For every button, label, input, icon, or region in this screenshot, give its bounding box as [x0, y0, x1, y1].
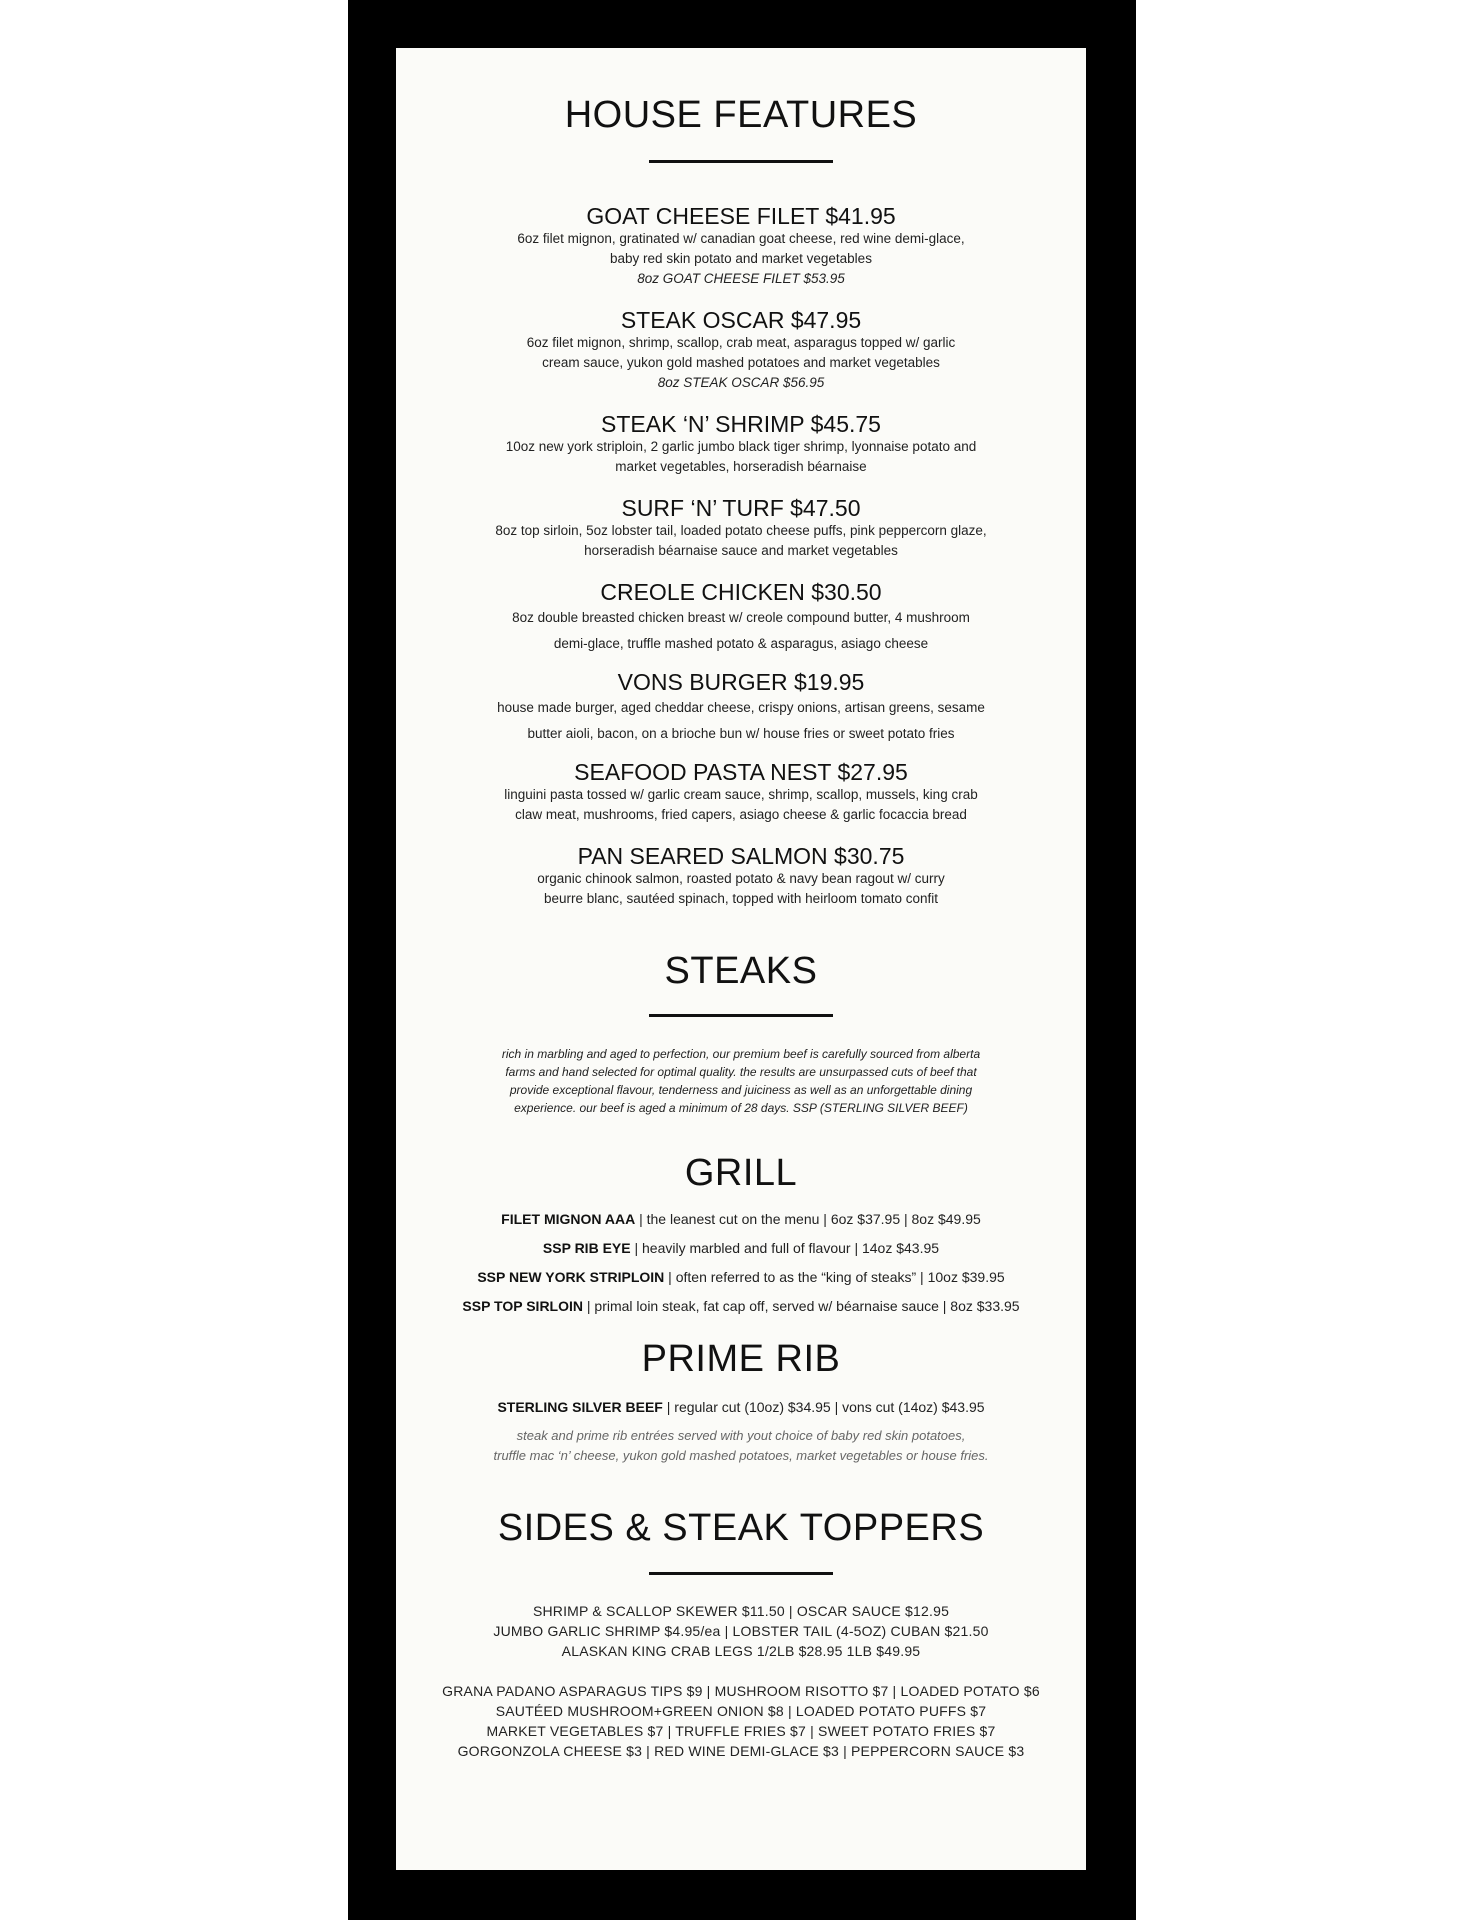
dish-title: VONS BURGER $19.95 [617, 669, 865, 695]
prime-rib-name: STERLING SILVER BEEF [497, 1399, 663, 1415]
sides-line: ALASKAN KING CRAB LEGS 1/2LB $28.95 1LB $49.95 [561, 1643, 921, 1659]
sides-line: GORGONZOLA CHEESE $3 | RED WINE DEMI-GLACE $3 | PEPPERCORN SAUCE $3 [457, 1743, 1025, 1759]
steaks-intro [396, 1045, 1086, 1117]
grill-item-detail: | heavily marbled and full of flavour | 14oz $43.95 [630, 1240, 940, 1256]
steaks-heading: STEAKS [664, 950, 818, 992]
grill-item-detail: | the leanest cut on the menu | 6oz $37.95 | 8oz $49.95 [635, 1211, 981, 1227]
dish-pan-seared-salmon [396, 843, 1086, 909]
dish-description: 6oz filet mignon, gratinated w/ canadian goat cheese, red wine demi-glace, [517, 231, 965, 246]
grill-item-name: SSP TOP SIRLOIN [462, 1298, 583, 1314]
sides-line: SHRIMP & SCALLOP SKEWER $11.50 | OSCAR SAUCE $12.95 [532, 1603, 950, 1619]
dish-title: SEAFOOD PASTA NEST $27.95 [574, 759, 908, 785]
grill-item-name: SSP RIB EYE [542, 1240, 631, 1256]
sides-line: MARKET VEGETABLES $7 | TRUFFLE FRIES $7 | SWEET POTATO FRIES $7 [486, 1723, 996, 1739]
steaks-intro-line: experience. our beef is aged a minimum of 28 days. SSP (STERLING SILVER BEEF) [514, 1101, 968, 1115]
grill-item [396, 1292, 1086, 1321]
dish-title: PAN SEARED SALMON $30.75 [577, 843, 905, 869]
dish-description: cream sauce, yukon gold mashed potatoes and market vegetables [542, 355, 940, 370]
dish-title: GOAT CHEESE FILET $41.95 [586, 203, 896, 229]
grill-item-detail: | primal loin steak, fat cap off, served w/ béarnaise sauce | 8oz $33.95 [583, 1298, 1020, 1314]
grill-item [396, 1263, 1086, 1292]
grill-item [396, 1205, 1086, 1234]
dish-description: 8oz double breasted chicken breast w/ creole compound butter, 4 mushroom [512, 610, 970, 625]
dish-seafood-pasta-nest [396, 759, 1086, 825]
dish-description: house made burger, aged cheddar cheese, crispy onions, artisan greens, sesame [497, 700, 985, 715]
dish-title: SURF ‘N’ TURF $47.50 [621, 495, 861, 521]
dish-description: organic chinook salmon, roasted potato & navy bean ragout w/ curry [537, 871, 945, 886]
dish-alt-size: 8oz STEAK OSCAR $56.95 [657, 375, 825, 390]
dish-title: STEAK ‘N’ SHRIMP $45.75 [601, 411, 881, 437]
dish-description: linguini pasta tossed w/ garlic cream sauce, shrimp, scallop, mussels, king crab [504, 787, 978, 802]
dish-steak-oscar [396, 307, 1086, 393]
sides-line: GRANA PADANO ASPARAGUS TIPS $9 | MUSHROOM RISOTTO $7 | LOADED POTATO $6 [442, 1683, 1040, 1699]
dish-steak-n-shrimp [396, 411, 1086, 477]
prime-rib-heading: PRIME RIB [641, 1338, 841, 1380]
dish-description: 6oz filet mignon, shrimp, scallop, crab meat, asparagus topped w/ garlic [526, 335, 956, 350]
entree-sides-note: truffle mac ‘n’ cheese, yukon gold mashed potatoes, market vegetables or house fries. [493, 1448, 989, 1463]
dish-description: horseradish béarnaise sauce and market vegetables [584, 543, 898, 558]
menu-content [396, 48, 1086, 1761]
steaks-intro-line: farms and hand selected for optimal quality. the results are unsurpassed cuts of beef that [505, 1065, 977, 1079]
dish-description: 10oz new york striploin, 2 garlic jumbo black tiger shrimp, lyonnaise potato and [505, 439, 977, 454]
sides-line: JUMBO GARLIC SHRIMP $4.95/ea | LOBSTER TAIL (4-5OZ) CUBAN $21.50 [493, 1623, 989, 1639]
sides-heading: SIDES & STEAK TOPPERS [497, 1507, 985, 1549]
sides-line: SAUTÉED MUSHROOM+GREEN ONION $8 | LOADED POTATO PUFFS $7 [495, 1703, 987, 1719]
dish-title: STEAK OSCAR $47.95 [620, 307, 862, 333]
prime-rib-detail: | regular cut (10oz) $34.95 | vons cut (14oz) $43.95 [662, 1399, 985, 1415]
grill-item-name: FILET MIGNON AAA [501, 1211, 636, 1227]
steaks-intro-line: rich in marbling and aged to perfection, our premium beef is carefully sourced from alberta [501, 1047, 981, 1061]
dish-surf-n-turf [396, 495, 1086, 561]
dish-description: beurre blanc, sautéed spinach, topped with heirloom tomato confit [544, 891, 938, 906]
sides-group-sides [396, 1681, 1086, 1761]
dish-description: butter aioli, bacon, on a brioche bun w/ house fries or sweet potato fries [527, 726, 955, 741]
entree-sides-note: steak and prime rib entrées served with yout choice of baby red skin potatoes, [516, 1428, 966, 1443]
dish-description: claw meat, mushrooms, fried capers, asiago cheese & garlic focaccia bread [515, 807, 967, 822]
house-features-heading: HOUSE FEATURES [564, 94, 918, 136]
dish-description: baby red skin potato and market vegetables [610, 251, 872, 266]
grill-item-detail: | often referred to as the “king of steaks” | 10oz $39.95 [664, 1269, 1005, 1285]
dish-creole-chicken [396, 579, 1086, 657]
dish-description: market vegetables, horseradish béarnaise [615, 459, 867, 474]
dish-goat-cheese-filet [396, 203, 1086, 289]
prime-rib-item [396, 1393, 1086, 1422]
dish-description: 8oz top sirloin, 5oz lobster tail, loaded potato cheese puffs, pink peppercorn glaze, [495, 523, 987, 538]
steaks-intro-line: provide exceptional flavour, tenderness and juiciness as well as an unforgettable dining [509, 1083, 973, 1097]
dish-title: CREOLE CHICKEN $30.50 [600, 579, 882, 605]
dish-vons-burger [396, 669, 1086, 747]
grill-item-name: SSP NEW YORK STRIPLOIN [477, 1269, 665, 1285]
dish-alt-size: 8oz GOAT CHEESE FILET $53.95 [637, 271, 845, 286]
sides-group-toppers [396, 1601, 1086, 1661]
grill-list [396, 1205, 1086, 1321]
dish-description: demi-glace, truffle mashed potato & asparagus, asiago cheese [553, 636, 929, 651]
grill-heading: GRILL [684, 1152, 798, 1194]
grill-item [396, 1234, 1086, 1263]
